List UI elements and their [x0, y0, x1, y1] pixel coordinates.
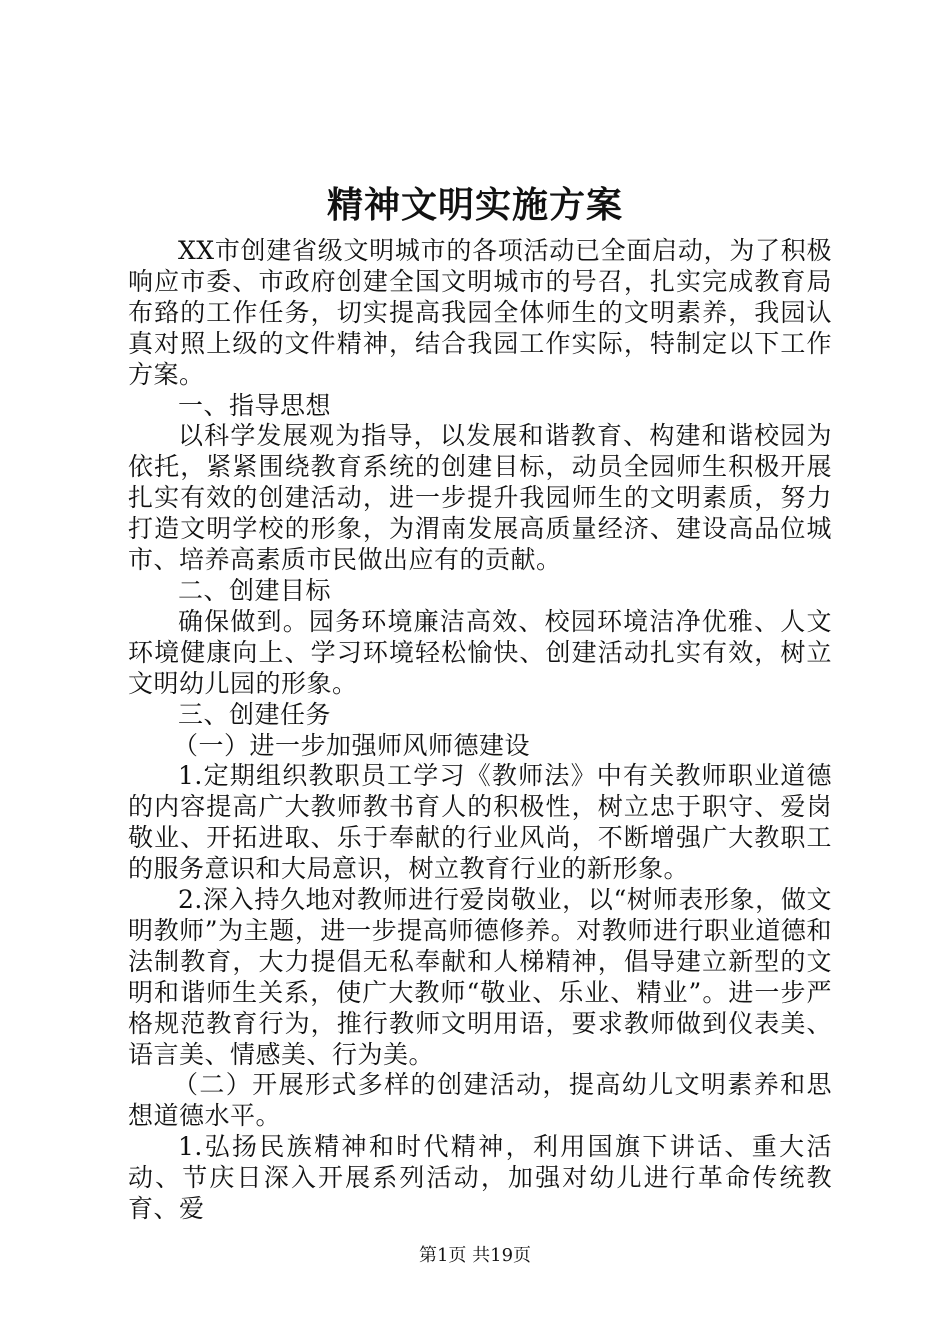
- subsection-heading-teacher-ethics: （一）进一步加强师风师德建设: [173, 730, 531, 760]
- page-number: 第1页 共19页: [418, 1245, 532, 1266]
- document-title: 精神文明实施方案: [326, 184, 623, 226]
- intro-paragraph: XX市创建省级文明城市的各项活动已全面启动，为了积极响应市委、市政府创建全国文明城市的号召，扎实完成教育局布臵的工作任务，切实提高我园全体师生的文明素养，我园认真对照上级的文件精神，结合我园工作实际，特制定以下工作方案。: [128, 236, 832, 389]
- section-heading-tasks: 三、创建任务: [178, 699, 332, 729]
- task-item-2: 2.深入持久地对教师进行爱岗敬业，以“树师表形象，做文明教师”为主题，进一步提高师德修养。对教师进行职业道德和法制教育，大力提倡无私奉献和人梯精神，倡导建立新型的文明和谐师生关系，使广大教师“敬业、乐业、精业”。进一步严格规范教育行为，推行教师文明用语，要求教师做到仪表美、语言美、情感美、行为美。: [128, 885, 832, 1069]
- guiding-ideology-paragraph: 以科学发展观为指导，以发展和谐教育、构建和谐校园为依托，紧紧围绕教育系统的创建目标，动员全园师生积极开展扎实有效的创建活动，进一步提升我园师生的文明素质，努力打造文明学校的形象，为渭南发展高质量经济、建设高品位城市、培养高素质市民做出应有的贡献。: [128, 421, 832, 575]
- activity-item-1: 1.弘扬民族精神和时代精神，利用国旗下讲话、重大活动、节庆日深入开展系列活动，加强对幼儿进行革命传统教育、爱: [128, 1132, 832, 1224]
- subsection-heading-activities: （二）开展形式多样的创建活动，提高幼儿文明素养和思想道德水平。: [128, 1070, 832, 1131]
- goals-paragraph: 确保做到。园务环境廉洁高效、校园环境洁净优雅、人文环境健康向上、学习环境轻松愉快、创建活动扎实有效，树立文明幼儿园的形象。: [128, 606, 832, 698]
- task-item-1: 1.定期组织教职员工学习《教师法》中有关教师职业道德的内容提高广大教师教书育人的积极性，树立忠于职守、爱岗敬业、开拓进取、乐于奉献的行业风尚，不断增强广大教职工的服务意识和大局意识，树立教育行业的新形象。: [128, 761, 832, 884]
- section-heading-guiding-ideology: 一、指导思想: [178, 390, 332, 420]
- section-heading-goals: 二、创建目标: [178, 575, 332, 605]
- document-body: [128, 236, 832, 1225]
